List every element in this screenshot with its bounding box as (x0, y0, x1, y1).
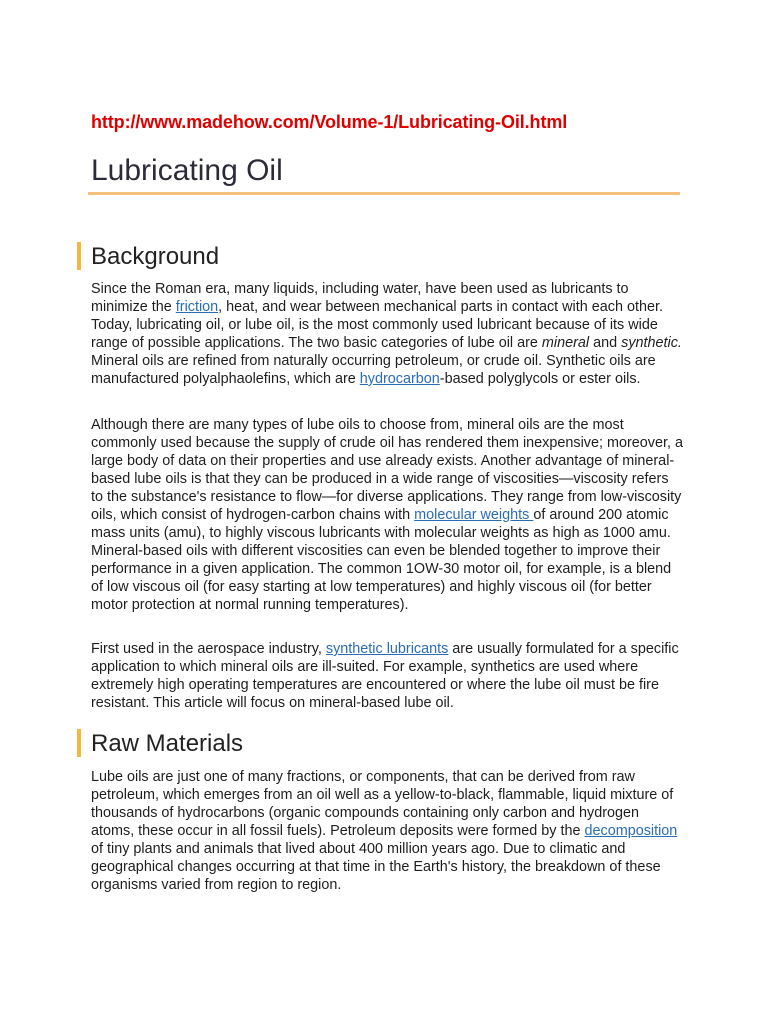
section-heading-raw-materials (77, 729, 243, 759)
raw-materials-paragraph-1: Lube oils are just one of many fractions, or components, that can be derived from raw petroleum, which emerges from an oil well as a yellow-to-black, flammable, liquid mixture of thousands of hydrocarbons (organic compounds containing only carbon and hydrogen atoms, these occur in all fossil fuels). Petroleum deposits were formed by the decomposition of tiny plants and animals that lived about 400 million years ago. Due to climatic and geographical changes occurring at that time in the Earth's history, the breakdown of these organisms varied from region to region. (91, 769, 678, 893)
background-paragraph-3: First used in the aerospace industry, synthetic lubricants are usually formulated for a specific application to which mineral oils are ill-suited. For example, synthetics are used where extremely high operating temperatures are encountered or where the lube oil must be fire resistant. This article will focus on mineral-based lube oil. (91, 641, 679, 711)
section-heading-label: Background (91, 243, 220, 270)
title-underline (88, 192, 680, 195)
link-friction[interactable]: friction (175, 299, 219, 315)
background-paragraph-2: Although there are many types of lube oils to choose from, mineral oils are the most commonly used because the supply of crude oil has rendered them inexpensive; moreover, a large body of data on their properties and use already exists. Another advantage of mineral-based lube oils is that they can be produced in a wide range of viscosities—viscosity refers to the substance's resistance to flow—for diverse applications. They range from low-viscosity oils, which consist of hydrogen-carbon chains with molecular weights of around 200 atomic mass units (amu), to highly viscous lubricants with molecular weights as high as 1000 amu. Mineral-based oils with different viscosities can even be blended together to improve their performance in a given application. The common 1OW-30 motor oil, for example, is a blend of low viscous oil (for easy starting at low temperatures) and highly viscous oil (for better motor protection at normal running temperatures). (91, 417, 683, 613)
section-heading-label: Raw Materials (91, 730, 244, 757)
link-synthetic-lubricants[interactable]: synthetic lubricants (325, 641, 449, 657)
link-decomposition[interactable]: decomposition (584, 823, 678, 839)
source-url: http://www.madehow.com/Volume-1/Lubricating-Oil.html (91, 112, 568, 132)
heading-accent-bar (77, 242, 81, 270)
link-molecular-weights[interactable]: molecular weights (414, 507, 534, 523)
page-title: Lubricating Oil (91, 154, 283, 187)
background-paragraph-1: Since the Roman era, many liquids, including water, have been used as lubricants to minimize the friction, heat, and wear between mechanical parts in contact with each other. Today, lubricating oil, or lube oil, is the most commonly used lubricant because of its wide range of possible applications. The two basic categories of lube oil are mineral and synthetic. Mineral oils are refined from naturally occurring petroleum, or crude oil. Synthetic oils are manufactured polyalphaolefins, which are hydrocarbon-based polyglycols or ester oils. (91, 281, 682, 387)
section-heading-background (77, 242, 219, 272)
heading-accent-bar (77, 729, 81, 757)
link-hydrocarbon[interactable]: hydrocarbon (359, 371, 440, 387)
